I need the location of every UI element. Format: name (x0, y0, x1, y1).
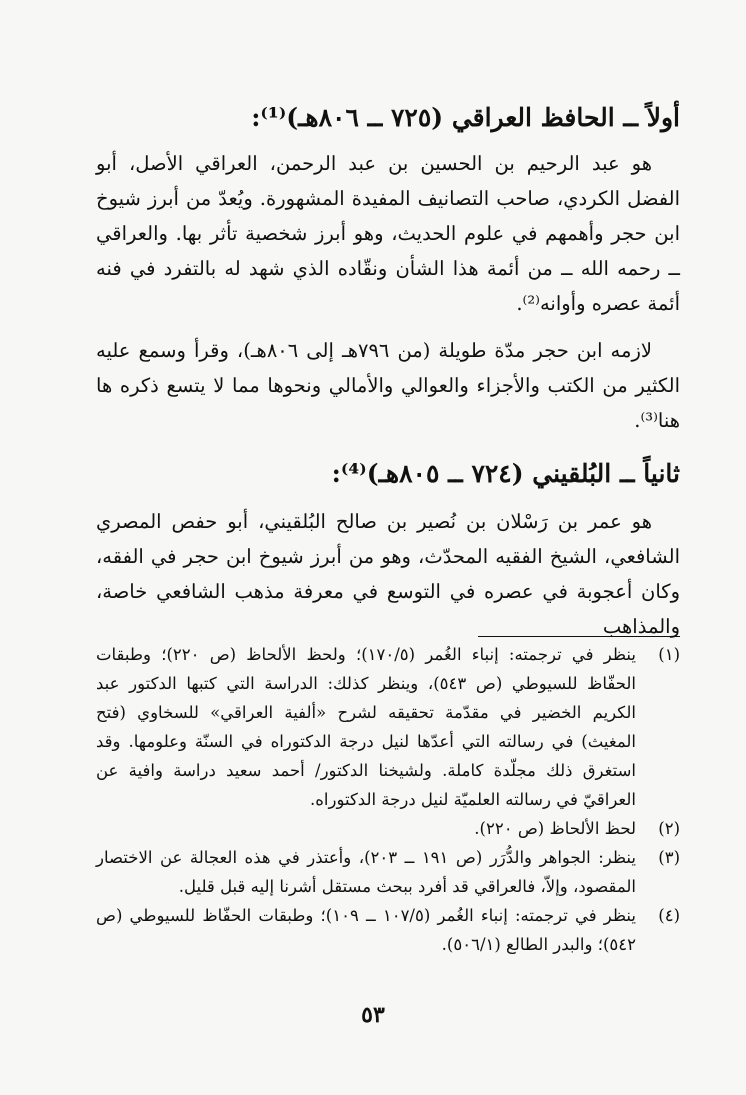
footnote-number: (١) (658, 645, 680, 664)
paragraph: هو عبد الرحيم بن الحسين بن عبد الرحمن، العراقي الأصل، أبو الفضل الكردي، صاحب التصانيف المفيدة المشهورة. ويُعدّ من أبرز شيوخ ابن حجر وأهمهم في علوم الحديث، وهو أبرز شخصية تأثر بها. والعراقي ــ رحمه الله ــ من أئمة هذا الشأن ونقّاده الذي شهد له بالتفرد في فنه أئمة عصره وأوانه⁽²⁾. (96, 152, 680, 315)
footnote-text: ينظر: الجواهر والدُّرَر (ص ١٩١ ــ ٢٠٣)، وأعتذر في هذه العجالة عن الاختصار المقصود، وإلاّ، فالعراقي قد أفرد ببحث مستقل أشرنا إليه قبل قليل. (96, 848, 636, 896)
section-heading-bulqini: ثانياً ــ البُلقيني (٧٢٤ ــ ٨٠٥هـ)⁽⁴⁾: (331, 459, 680, 488)
page-number: ٥٣ (361, 1002, 385, 1028)
footnote-number: (٤) (658, 906, 680, 925)
section-body-bulqini (96, 504, 680, 644)
footnote-separator (478, 636, 680, 637)
footnote-2 (96, 814, 680, 843)
footnote-number: (٢) (658, 819, 680, 838)
footnotes (96, 640, 680, 959)
footnote-1 (96, 640, 680, 814)
paragraph: لازمه ابن حجر مدّة طويلة (من ٧٩٦هـ إلى ٨٠٦هـ)، وقرأ وسمع عليه الكثير من الكتب والأجزاء والعوالي والأمالي ونحوها مما لا يتسع ذكره ها هنا⁽³⁾. (96, 339, 680, 432)
footnote-text: ينظر في ترجمته: إنباء الغُمر (١٠٧/٥ ــ ١٠٩)؛ وطبقات الحفّاظ للسيوطي (ص ٥٤٢)؛ والبدر الطالع (٥٠٦/١). (96, 906, 636, 954)
section-heading-iraqi: أولاً ــ الحافظ العراقي (٧٢٥ ــ ٨٠٦هـ)⁽¹⁾: (251, 103, 680, 132)
footnote-4 (96, 901, 680, 959)
section-body-iraqi (96, 146, 680, 438)
footnote-text: لحظ الألحاظ (ص ٢٢٠). (474, 819, 636, 838)
footnote-text: ينظر في ترجمته: إنباء الغُمر (١٧٠/٥)؛ ولحظ الألحاظ (ص ٢٢٠)؛ وطبقات الحفّاظ للسيوطي (ص ٥٤٣)، وينظر كذلك: الدراسة التي كتبها الدكتور عبد الكريم الخضير في مقدّمة تحقيقه لشرح «ألفية العراقي» للسخاوي (فتح المغيث) في رسالته التي أعدّها لنيل درجة الدكتوراه في السنّة وعلومها. وقد استغرق ذلك مجلّدة كاملة. ولشيخنا الدكتور/ أحمد سعيد دراسة وافية عن العراقيّ في رسالته العلميّة لنيل درجة الدكتوراه. (96, 645, 636, 809)
footnote-3 (96, 843, 680, 901)
paragraph: هو عمر بن رَسْلان بن نُصير بن صالح البُلقيني، أبو حفص المصري الشافعي، الشيخ الفقيه المحدّث، وهو من أبرز شيوخ ابن حجر في الفقه، وكان أعجوبة في عصره في التوسع في معرفة مذهب الشافعي خاصة، والمذاهب (96, 510, 680, 638)
footnote-number: (٣) (658, 848, 680, 867)
